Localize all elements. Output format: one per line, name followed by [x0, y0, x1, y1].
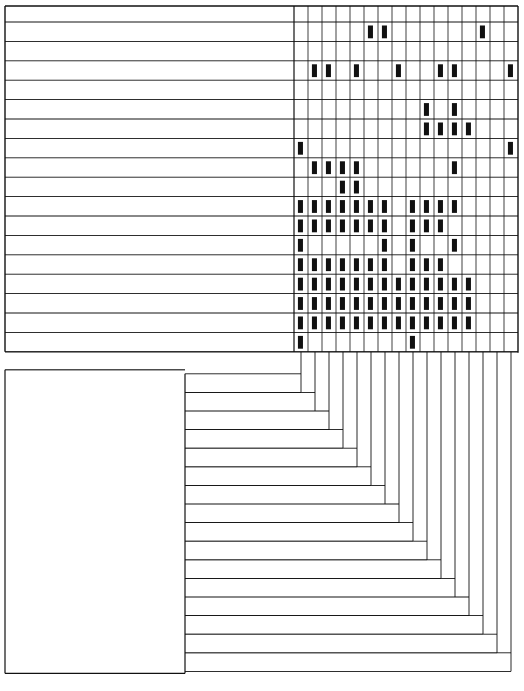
cause-mark: [312, 258, 317, 271]
matrix-marks: [298, 25, 513, 348]
cause-mark: [508, 142, 513, 155]
cause-mark: [382, 258, 387, 271]
cause-mark: [480, 25, 485, 38]
cause-mark: [410, 278, 415, 291]
cause-mark: [410, 336, 415, 349]
cause-mark: [466, 278, 471, 291]
cause-mark: [466, 297, 471, 310]
cause-mark: [298, 297, 303, 310]
cause-mark: [410, 297, 415, 310]
cause-mark: [396, 297, 401, 310]
cause-mark: [354, 278, 359, 291]
cause-mark: [312, 200, 317, 213]
cause-mark: [354, 219, 359, 232]
grid-lines: [5, 6, 518, 673]
cause-mark: [354, 316, 359, 329]
cause-mark: [340, 181, 345, 194]
cause-mark: [452, 122, 457, 135]
cause-mark: [312, 316, 317, 329]
cause-mark: [382, 219, 387, 232]
cause-mark: [424, 103, 429, 116]
cause-mark: [438, 316, 443, 329]
cause-mark: [312, 64, 317, 77]
cause-mark: [368, 278, 373, 291]
cause-mark: [368, 25, 373, 38]
cause-mark: [326, 200, 331, 213]
cause-mark: [452, 200, 457, 213]
cause-mark: [354, 181, 359, 194]
cause-mark: [340, 219, 345, 232]
cause-mark: [438, 258, 443, 271]
cause-mark: [326, 297, 331, 310]
cause-mark: [340, 297, 345, 310]
cause-mark: [368, 297, 373, 310]
cause-mark: [326, 316, 331, 329]
cause-mark: [452, 161, 457, 174]
cause-mark: [354, 297, 359, 310]
cause-mark: [424, 316, 429, 329]
cause-mark: [298, 336, 303, 349]
cause-mark: [438, 278, 443, 291]
cause-mark: [452, 297, 457, 310]
cause-mark: [438, 122, 443, 135]
cause-mark: [438, 200, 443, 213]
cause-mark: [438, 64, 443, 77]
cause-mark: [410, 316, 415, 329]
cause-mark: [452, 316, 457, 329]
cause-mark: [424, 122, 429, 135]
cause-mark: [438, 219, 443, 232]
cause-mark: [452, 64, 457, 77]
cause-mark: [354, 200, 359, 213]
cause-mark: [382, 316, 387, 329]
cause-mark: [340, 161, 345, 174]
cause-mark: [424, 200, 429, 213]
cause-mark: [424, 297, 429, 310]
cause-mark: [410, 258, 415, 271]
cause-mark: [382, 278, 387, 291]
cause-mark: [340, 200, 345, 213]
cause-mark: [354, 161, 359, 174]
cause-mark: [354, 258, 359, 271]
cause-mark: [466, 122, 471, 135]
cause-mark: [424, 219, 429, 232]
cause-mark: [298, 219, 303, 232]
cause-mark: [382, 200, 387, 213]
cause-mark: [326, 278, 331, 291]
cause-mark: [298, 239, 303, 252]
cause-mark: [298, 258, 303, 271]
cause-mark: [298, 316, 303, 329]
cause-mark: [326, 64, 331, 77]
cause-mark: [382, 297, 387, 310]
cause-mark: [340, 278, 345, 291]
cause-mark: [466, 316, 471, 329]
cause-mark: [410, 239, 415, 252]
cause-mark: [424, 278, 429, 291]
cause-mark: [312, 297, 317, 310]
cause-mark: [298, 278, 303, 291]
cause-mark: [396, 64, 401, 77]
cause-mark: [438, 297, 443, 310]
cause-mark: [452, 239, 457, 252]
cause-mark: [508, 64, 513, 77]
cause-mark: [410, 200, 415, 213]
cause-mark: [354, 64, 359, 77]
cause-mark: [326, 219, 331, 232]
cause-mark: [326, 161, 331, 174]
cause-mark: [368, 200, 373, 213]
cause-mark: [382, 25, 387, 38]
cause-mark: [410, 219, 415, 232]
cause-mark: [382, 239, 387, 252]
cause-mark: [312, 161, 317, 174]
cause-mark: [396, 316, 401, 329]
cause-mark: [312, 278, 317, 291]
cause-mark: [368, 258, 373, 271]
cause-mark: [298, 200, 303, 213]
cause-mark: [298, 142, 303, 155]
cause-mark: [340, 258, 345, 271]
cause-mark: [312, 219, 317, 232]
cause-mark: [396, 278, 401, 291]
cause-mark: [452, 278, 457, 291]
cause-mark: [368, 219, 373, 232]
cause-mark: [452, 103, 457, 116]
cause-mark: [326, 258, 331, 271]
cause-mark: [368, 316, 373, 329]
cause-mark: [424, 258, 429, 271]
cause-mark: [340, 316, 345, 329]
